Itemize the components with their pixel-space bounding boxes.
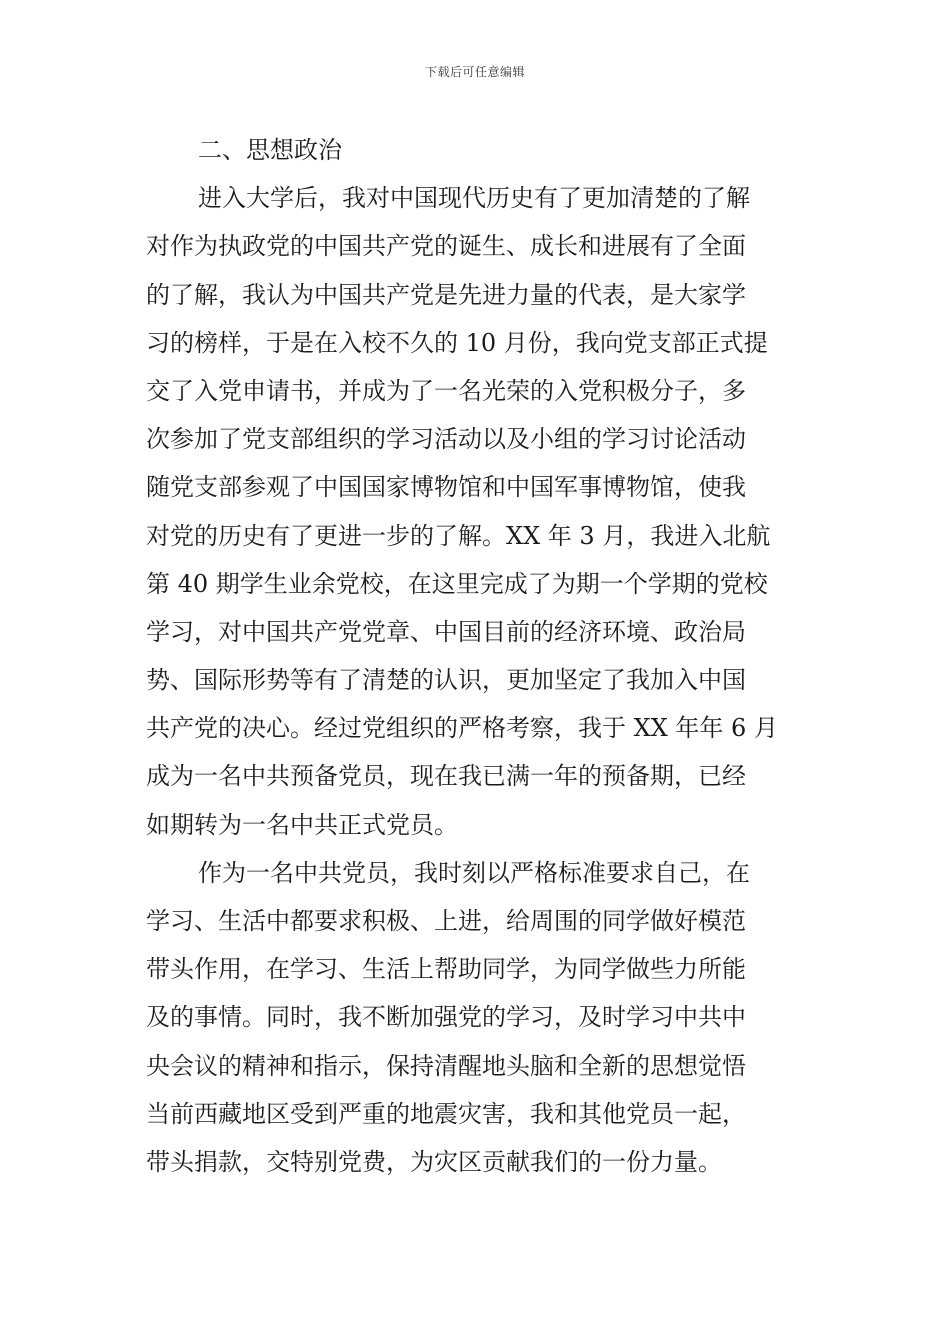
section-heading: 二、思想政治: [198, 136, 342, 164]
text-line: 共产党的决心。经过党组织的严格考察，我于 XX 年年 6 月: [146, 714, 778, 743]
text-line: 随党支部参观了中国国家博物馆和中国军事博物馆，使我: [146, 473, 746, 502]
text-line: 带头作用，在学习、生活上帮助同学，为同学做些力所能: [146, 955, 746, 984]
text-line: 习的榜样，于是在入校不久的 10 月份，我向党支部正式提: [146, 328, 768, 357]
paragraph-1: [146, 174, 806, 849]
text-line: 及的事情。同时，我不断加强党的学习，及时学习中共中: [146, 1003, 746, 1032]
text-line: 学习、生活中都要求积极、上进，给周围的同学做好模范: [146, 907, 746, 935]
text-line: 带头捐款，交特别党费，为灾区贡献我们的一份力量。: [146, 1147, 722, 1176]
paragraph-2: [146, 849, 806, 1186]
text-line: 对党的历史有了更进一步的了解。XX 年 3 月，我进入北航: [146, 521, 771, 550]
document-body: [146, 126, 806, 1186]
text-line: 进入大学后，我对中国现代历史有了更加清楚的了解: [198, 184, 750, 213]
text-line: 次参加了党支部组织的学习活动以及小组的学习讨论活动: [146, 425, 746, 454]
page-header: 下载后可任意编辑: [424, 65, 525, 79]
text-line: 第 40 期学生业余党校，在这里完成了为期一个学期的党校: [146, 569, 768, 598]
text-line: 交了入党申请书，并成为了一名光荣的入党积极分子，多: [146, 376, 746, 405]
text-line: 成为一名中共预备党员，现在我已满一年的预备期，已经: [146, 762, 746, 791]
text-line: 作为一名中共党员，我时刻以严格标准要求自己，在: [198, 858, 750, 887]
text-line: 如期转为一名中共正式党员。: [146, 810, 458, 839]
text-line: 央会议的精神和指示，保持清醒地头脑和全新的思想觉悟: [146, 1051, 746, 1080]
text-line: 势、国际形势等有了清楚的认识，更加坚定了我加入中国: [146, 666, 746, 695]
text-line: 学习，对中国共产党党章、中国目前的经济环境、政治局: [146, 617, 746, 646]
text-line: 当前西藏地区受到严重的地震灾害，我和其他党员一起，: [146, 1099, 746, 1128]
text-line: 的了解，我认为中国共产党是先进力量的代表，是大家学: [146, 280, 746, 309]
text-line: 对作为执政党的中国共产党的诞生、成长和进展有了全面: [146, 232, 746, 261]
